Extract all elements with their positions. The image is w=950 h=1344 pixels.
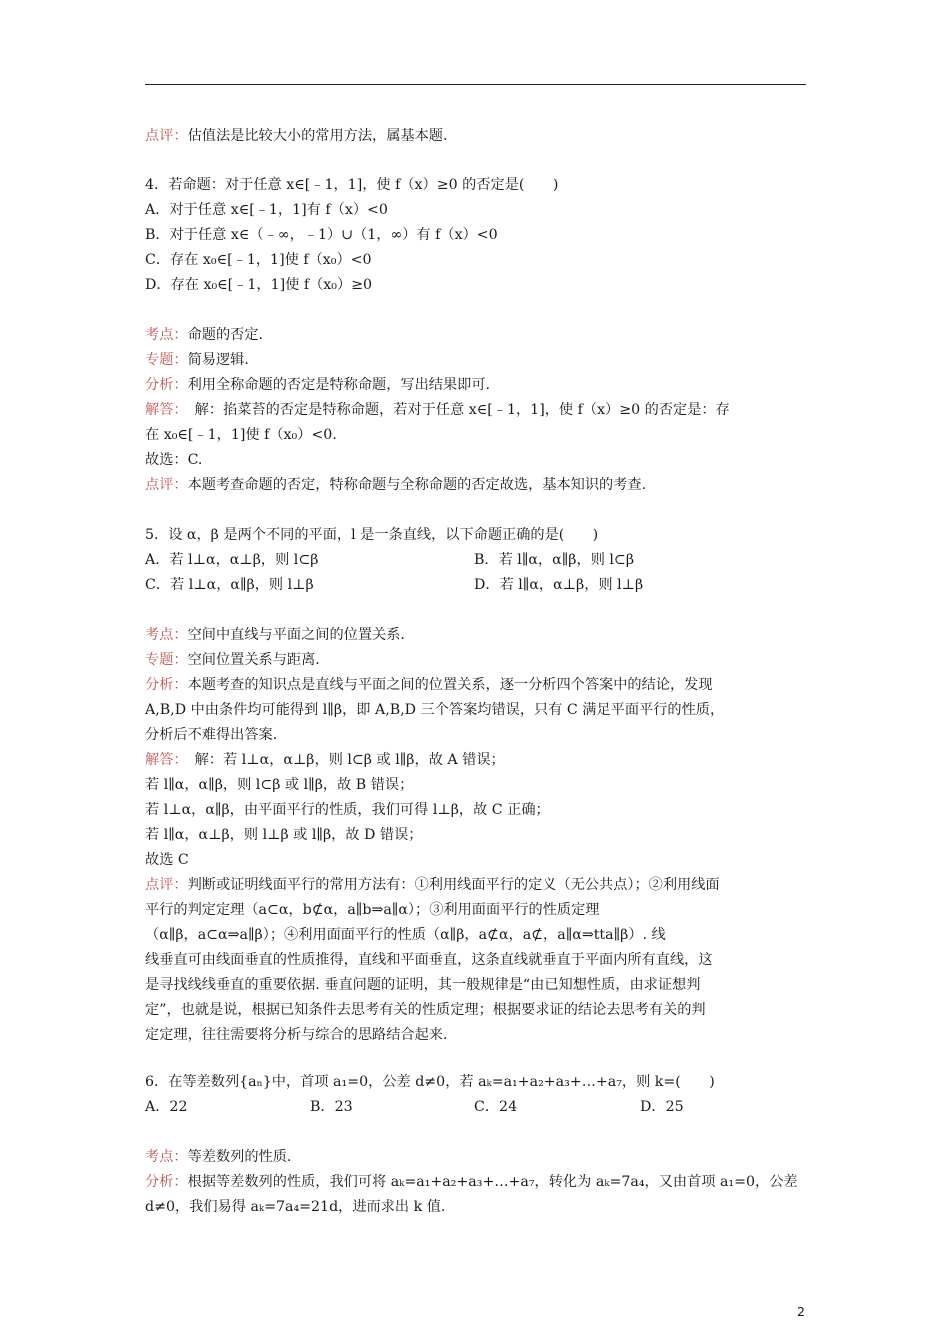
q5-jieda-line-1: 解答： 解：若 l⊥α，α⊥β，则 l⊂β 或 l∥β，故 A 错误； xyxy=(145,752,505,768)
q4-zhuanti: 专题：简易逻辑. xyxy=(145,352,249,368)
q5-stem: 5．设 α，β 是两个不同的平面，l 是一条直线，以下命题正确的是( ) xyxy=(145,527,599,543)
label-dianping: 点评： xyxy=(145,128,188,144)
q5-dianping-line-5: 是寻找线线垂直的重要依据. 垂直问题的证明，其一般规律是“由已知想性质，由求证想判 xyxy=(145,977,701,993)
q5-jieda-line-2: 若 l∥α，α∥β，则 l⊂β 或 l∥β，故 B 错误； xyxy=(145,777,414,793)
header-rule xyxy=(145,84,806,85)
q5-fenxi-line-1: 分析：本题考查的知识点是直线与平面之间的位置关系，逐一分析四个答案中的结论，发现 xyxy=(145,677,713,693)
q4-option-d: D．存在 x₀∈[﹣1，1]使 f（x₀）≥0 xyxy=(145,277,373,293)
q6-option-c: C．24 xyxy=(474,1099,518,1115)
q6-option-a: A．22 xyxy=(145,1099,188,1115)
q5-dianping-line-3: （α∥β，a⊂α⇒a∥β）；④利用面面平行的性质（α∥β，a⊄α，a⊄，a∥α⇒tta∥β）. 线 xyxy=(145,927,666,943)
q5-jieda-line-4: 若 l∥α，α⊥β，则 l⊥β 或 l∥β，故 D 错误； xyxy=(145,827,423,843)
q5-dianping-line-6: 定”，也就是说，根据已知条件去思考有关的性质定理；根据要求证的结论去思考有关的判 xyxy=(145,1002,706,1018)
q4-option-a: A．对于任意 x∈[﹣1，1]有 f（x）<0 xyxy=(145,202,388,218)
q4-kaodian: 考点：命题的否定. xyxy=(145,327,264,343)
q5-option-a: A．若 l⊥α，α⊥β，则 l⊂β xyxy=(145,552,319,568)
q4-jieda-line-3: 故选：C. xyxy=(145,452,203,468)
q5-fenxi-line-2: A,B,D 中由条件均可能得到 l∥β，即 A,B,D 三个答案均错误，只有 C 满足平面平行的性质， xyxy=(145,702,725,718)
q6-stem: 6．在等差数列{aₙ}中，首项 a₁=0，公差 d≠0，若 aₖ=a₁+a₂+a₃+…+a₇，则 k=( ) xyxy=(145,1074,715,1090)
q5-option-d: D．若 l∥α，α⊥β，则 l⊥β xyxy=(474,577,644,593)
q5-zhuanti: 专题：空间位置关系与距离. xyxy=(145,652,320,668)
q5-dianping-line-4: 线垂直可由线面垂直的性质推得，直线和平面垂直，这条直线就垂直于平面内所有直线，这 xyxy=(145,952,713,968)
q6-option-b: B．23 xyxy=(310,1099,353,1115)
q5-dianping-line-2: 平行的判定定理（a⊂α，b⊄α，a∥b⇒a∥α）；③利用面面平行的性质定理 xyxy=(145,902,600,918)
q6-option-d: D．25 xyxy=(640,1099,684,1115)
q4-option-c: C．存在 x₀∈[﹣1，1]使 f（x₀）<0 xyxy=(145,252,372,268)
q5-dianping-line-1: 点评：判断或证明线面平行的常用方法有：①利用线面平行的定义（无公共点）；②利用线面 xyxy=(145,877,720,893)
q5-option-b: B．若 l∥α，α∥β，则 l⊂β xyxy=(474,552,635,568)
q5-option-c: C．若 l⊥α，α∥β，则 l⊥β xyxy=(145,577,314,593)
prev-comment: 点评：估值法是比较大小的常用方法，属基本题. xyxy=(145,128,448,144)
page-number: 2 xyxy=(797,1304,805,1319)
q4-option-b: B．对于任意 x∈（﹣∞，﹣1）∪（1，∞）有 f（x）<0 xyxy=(145,227,498,243)
q5-jieda-line-3: 若 l⊥α，α∥β，由平面平行的性质，我们可得 l⊥β，故 C 正确； xyxy=(145,802,550,818)
q6-kaodian: 考点：等差数列的性质. xyxy=(145,1149,292,1165)
q4-fenxi: 分析：利用全称命题的否定是特称命题，写出结果即可. xyxy=(145,377,491,393)
q4-jieda-line-1: 解答： 解：掐菜苔的否定是特称命题，若对于任意 x∈[﹣1，1]，使 f（x）≥0 的否定是：存 xyxy=(145,402,730,418)
q6-fenxi-line-2: d≠0，我们易得 aₖ=7a₄=21d，进而求出 k 值. xyxy=(145,1199,446,1215)
q6-fenxi-line-1: 分析：根据等差数列的性质，我们可将 aₖ=a₁+a₂+a₃+…+a₇，转化为 aₖ=7a₄，又由首项 a₁=0，公差 xyxy=(145,1174,798,1190)
q4-stem: 4．若命题：对于任意 x∈[﹣1，1]，使 f（x）≥0 的否定是( ) xyxy=(145,177,559,193)
q5-jieda-line-5: 故选 C xyxy=(145,852,189,868)
q5-fenxi-line-3: 分析后不难得出答案. xyxy=(145,727,278,743)
q4-dianping: 点评：本题考查命题的否定，特称命题与全称命题的否定故选，基本知识的考查. xyxy=(145,477,647,493)
q5-dianping-line-7: 定定理，往往需要将分析与综合的思路结合起来. xyxy=(145,1027,448,1043)
q5-kaodian: 考点：空间中直线与平面之间的位置关系. xyxy=(145,627,405,643)
q4-jieda-line-2: 在 x₀∈[﹣1，1]使 f（x₀）<0. xyxy=(145,427,337,443)
